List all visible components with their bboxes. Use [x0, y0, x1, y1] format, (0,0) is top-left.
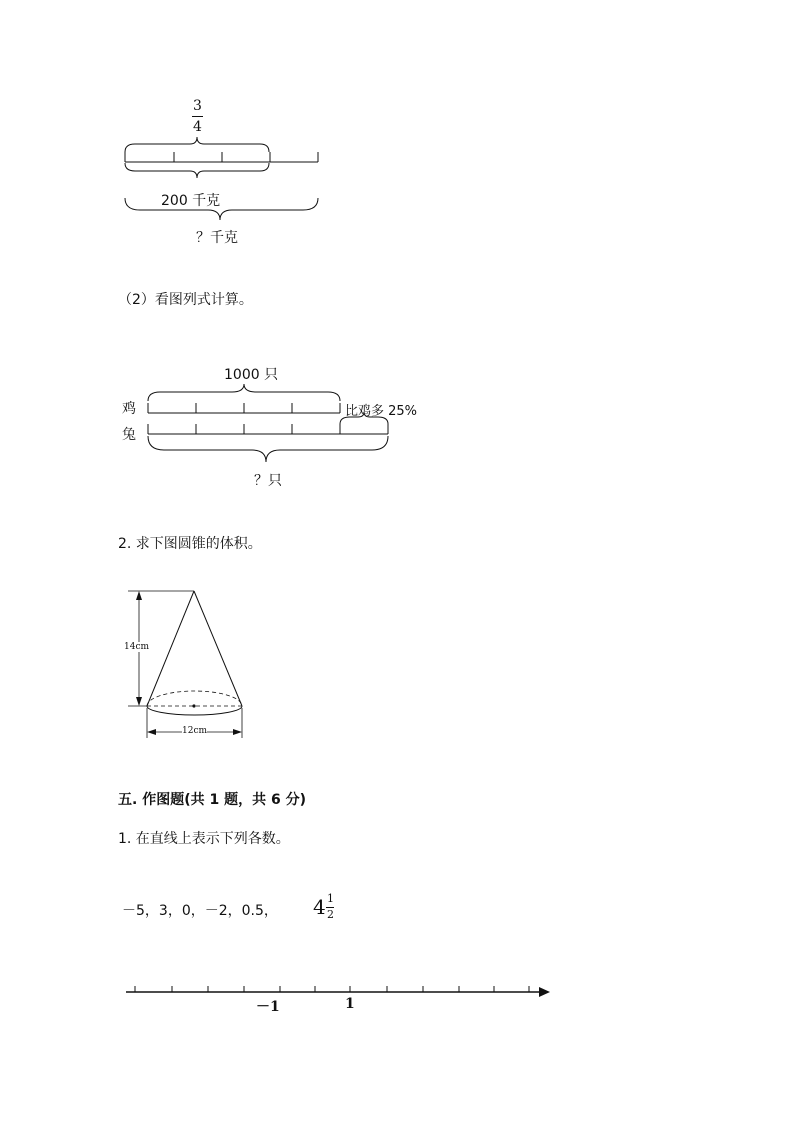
height-label: 14cm — [124, 642, 150, 652]
row-label-rabbit: 兔 — [122, 427, 136, 443]
problem2-prompt: 2. 求下图圆锥的体积。 — [118, 536, 262, 552]
section2-prompt: （2）看图列式计算。 — [118, 292, 253, 308]
label-200kg: 200 千克 — [161, 193, 221, 209]
mixed-numerator: 1 — [327, 892, 334, 905]
diameter-label: 12cm — [182, 726, 208, 736]
fraction-numerator: 3 — [193, 98, 202, 114]
label-question-kg: ？千克 — [196, 230, 238, 246]
label-1000: 1000 只 — [224, 367, 279, 383]
numbers-list: －5，3，0，－2，0.5， — [122, 903, 278, 919]
axis-arrow — [539, 987, 550, 997]
section5-prompt: 1. 在直线上表示下列各数。 — [118, 831, 290, 847]
label-question-animals: ？只 — [254, 473, 282, 489]
note-more-25: 比鸡多 25% — [345, 404, 418, 419]
mixed-whole: 4 — [313, 895, 326, 919]
mixed-denominator: 2 — [327, 908, 334, 921]
fraction-denominator: 4 — [193, 119, 202, 135]
row-label-chicken: 鸡 — [122, 401, 136, 417]
axis-label-neg1: －1 — [256, 999, 280, 1015]
section5-heading: 五. 作图题(共 1 题，共 6 分) — [118, 792, 306, 808]
axis-label-pos1: 1 — [345, 996, 355, 1012]
